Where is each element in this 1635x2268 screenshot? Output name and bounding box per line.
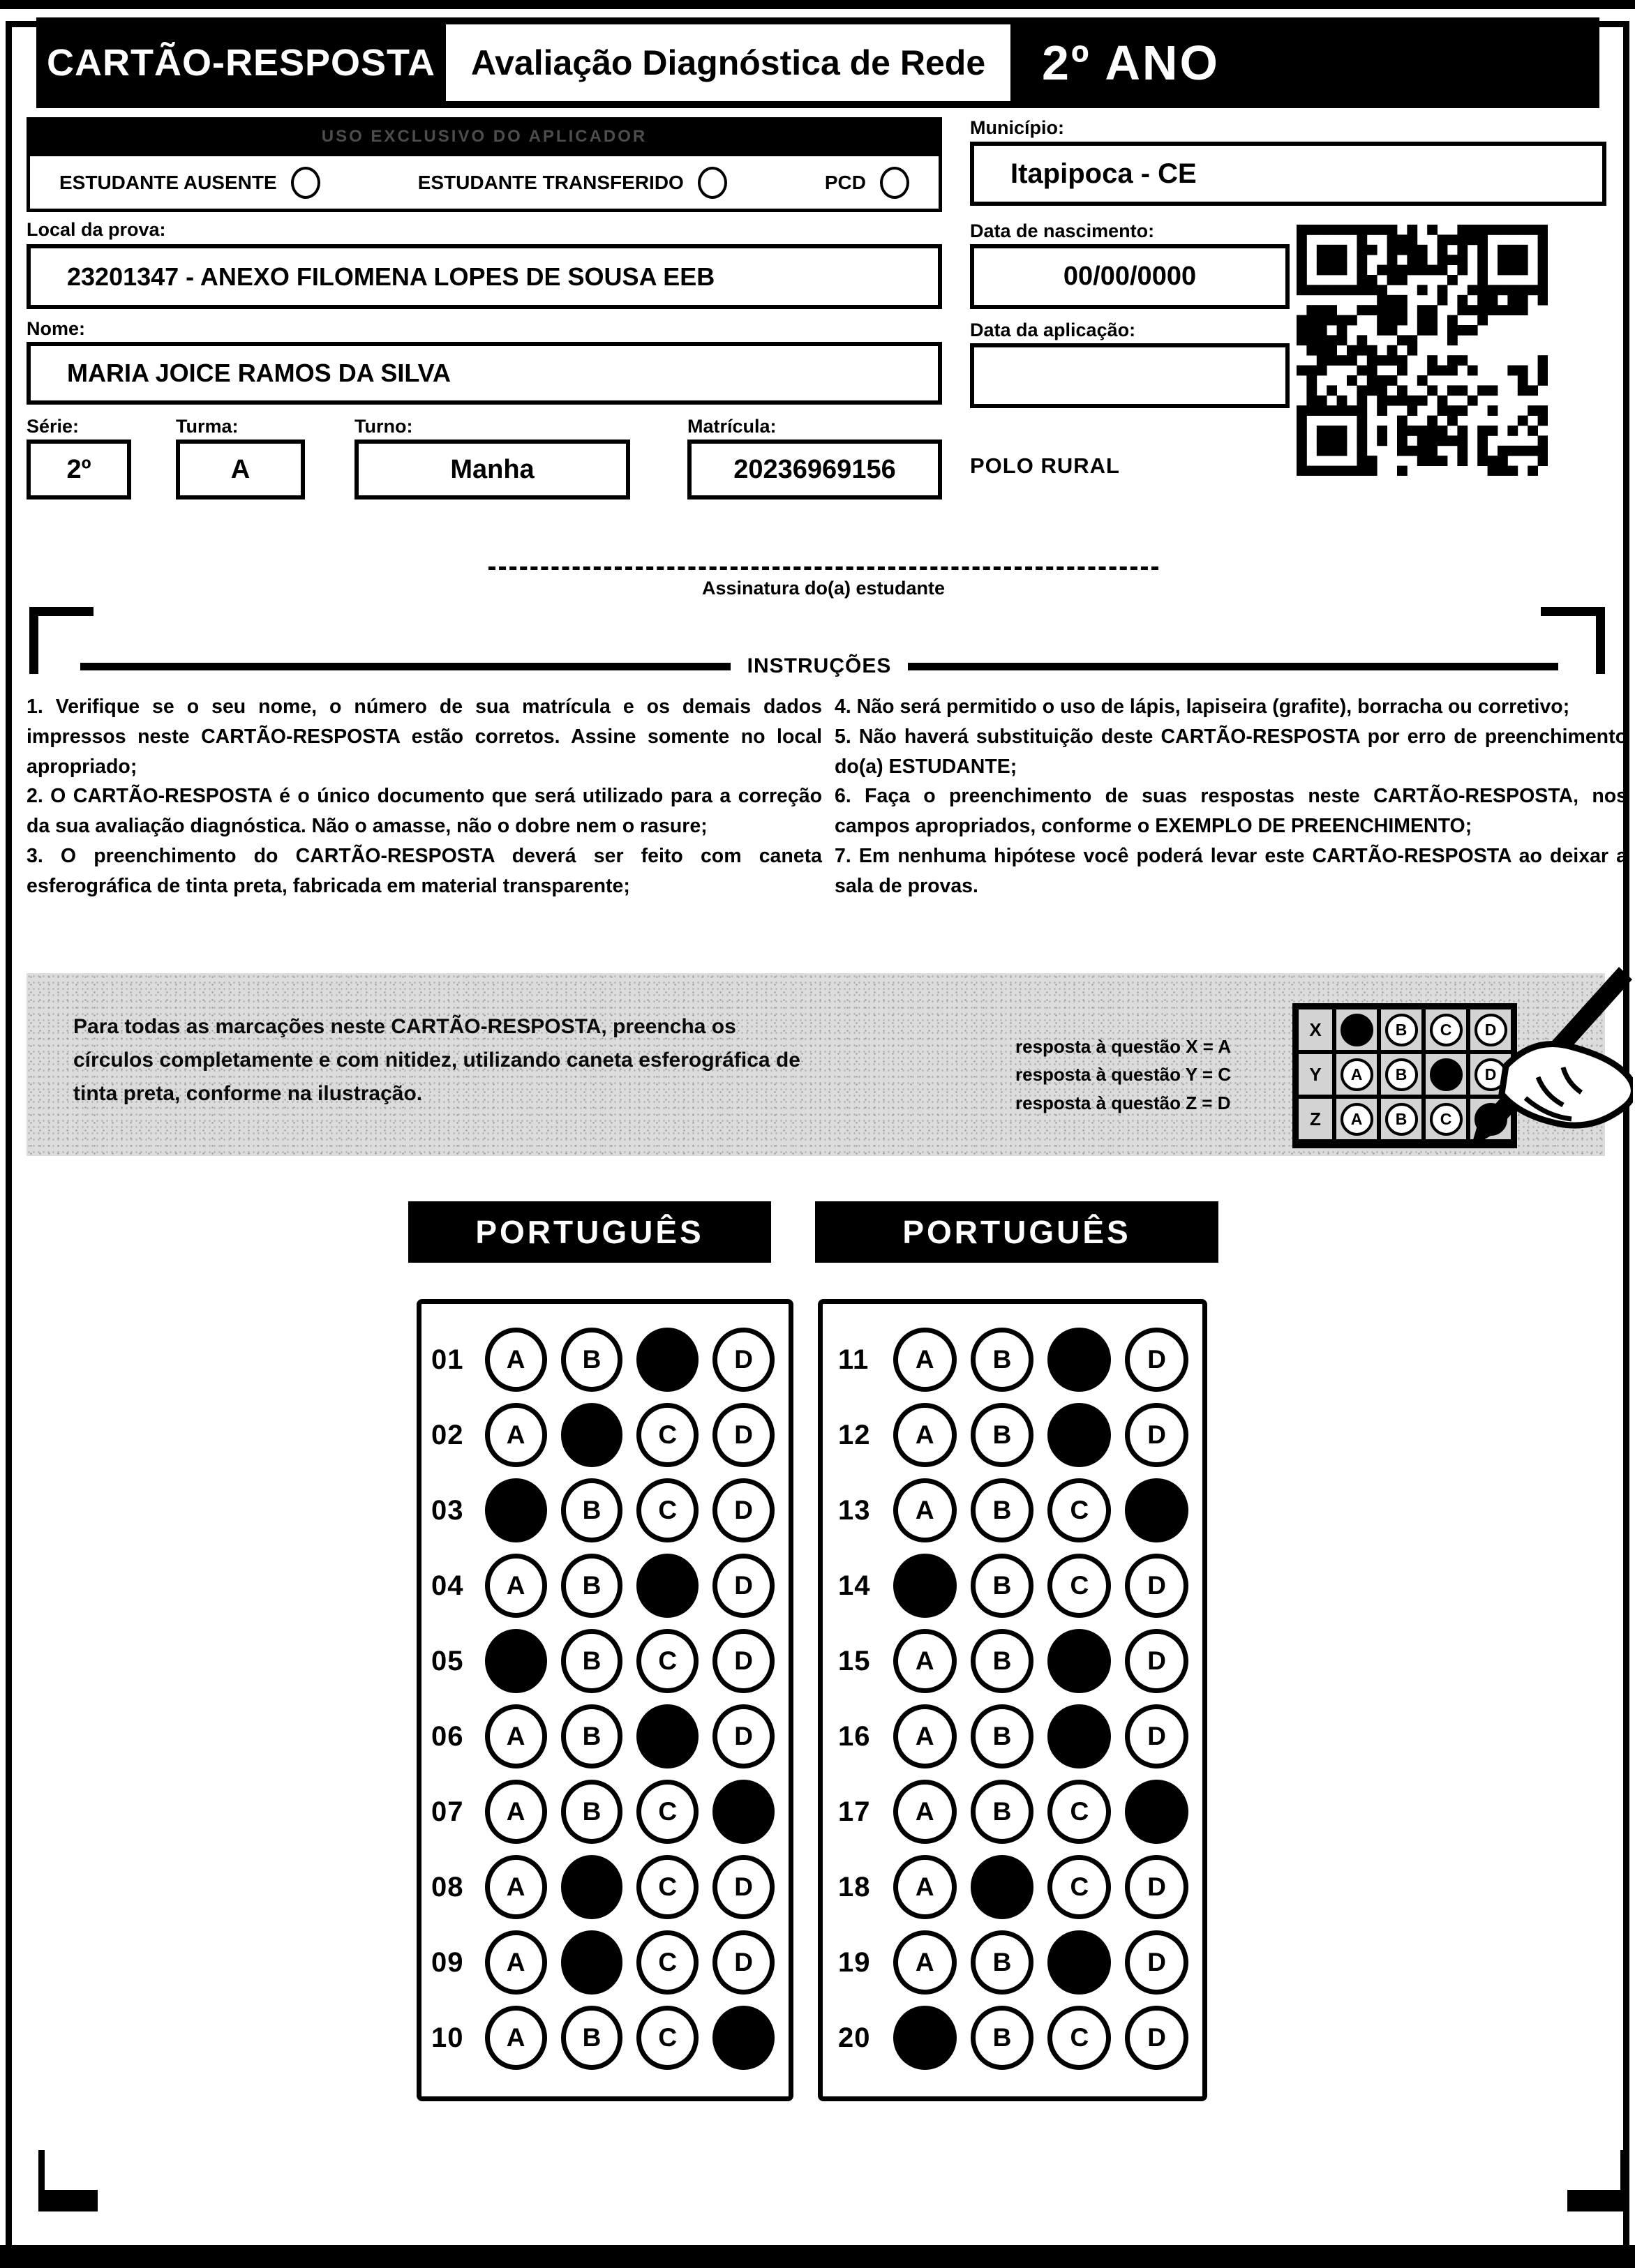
- question-number: 12: [838, 1419, 871, 1450]
- matricula-label: Matrícula:: [687, 416, 777, 437]
- question-number: 20: [838, 2022, 871, 2053]
- instruction-item: 1. Verifique se o seu nome, o número de sua matrícula e os demais dados impressos neste CARTÃO-RESPOSTA estão corretos. Assine somente no local apropriado;: [27, 696, 822, 778]
- question-row-10: [431, 2000, 789, 2075]
- bubble-18-C[interactable]: C: [1047, 1855, 1111, 1919]
- option-estudante-ausente: [59, 167, 320, 199]
- bubble-03-C[interactable]: C: [636, 1478, 699, 1542]
- pcd-circle[interactable]: [880, 167, 909, 199]
- question-row-16: [838, 1699, 1202, 1774]
- bubble-09-B-marked[interactable]: [561, 1930, 623, 1995]
- turma-value: A: [176, 440, 305, 500]
- question-row-19: [838, 1925, 1202, 2000]
- example-bubble-X-B: B: [1385, 1014, 1418, 1046]
- question-row-13: [838, 1473, 1202, 1548]
- registration-mark-bottom-left: [38, 2150, 98, 2211]
- bubble-17-B[interactable]: B: [971, 1780, 1034, 1844]
- legend-line: resposta à questão Z = D: [1015, 1092, 1231, 1113]
- question-row-03: [431, 1473, 789, 1548]
- bubble-10-C[interactable]: C: [636, 2006, 699, 2070]
- instruction-item: 5. Não haverá substituição deste CARTÃO-RESPOSTA por erro de preenchimento do(a) ESTUDANTE;: [835, 725, 1627, 778]
- bubble-16-D[interactable]: D: [1125, 1704, 1188, 1768]
- bubble-12-A[interactable]: A: [893, 1403, 957, 1467]
- polo-rural-label: POLO RURAL: [970, 453, 1120, 478]
- example-bubble-Z-A: A: [1341, 1103, 1373, 1136]
- example-row-label-X: X: [1297, 1007, 1334, 1052]
- bubble-04-D[interactable]: D: [712, 1554, 775, 1618]
- question-number: 17: [838, 1796, 871, 1827]
- answer-grid-left: [417, 1299, 793, 2101]
- bubble-01-C-marked[interactable]: [636, 1328, 699, 1392]
- page-title: CARTÃO-RESPOSTA: [36, 17, 446, 108]
- question-row-11: [838, 1322, 1202, 1397]
- bubble-14-C[interactable]: C: [1047, 1554, 1111, 1618]
- question-number: 14: [838, 1570, 871, 1601]
- bubble-14-D[interactable]: D: [1125, 1554, 1188, 1618]
- bubble-20-C[interactable]: C: [1047, 2006, 1111, 2070]
- question-row-06: [431, 1699, 789, 1774]
- bubble-16-C-marked[interactable]: [1047, 1704, 1111, 1768]
- turno-value: Manha: [354, 440, 630, 500]
- applicator-bar-label: USO EXCLUSIVO DO APLICADOR: [321, 127, 648, 146]
- example-cell: [1334, 1097, 1379, 1141]
- bubble-10-B[interactable]: B: [561, 2006, 623, 2070]
- registration-mark-bottom-right: [1567, 2150, 1627, 2211]
- nascimento-value: 00/00/0000: [970, 244, 1290, 309]
- option-label: ESTUDANTE TRANSFERIDO: [417, 171, 684, 193]
- option-estudante-transferido: [418, 167, 727, 199]
- example-bubble-Z-C: C: [1430, 1103, 1463, 1136]
- bubble-14-A-marked[interactable]: [893, 1554, 957, 1618]
- serie-label: Série:: [27, 416, 80, 437]
- question-number: 15: [838, 1645, 871, 1676]
- nascimento-label: Data de nascimento:: [970, 220, 1155, 241]
- subject-header-left: PORTUGUÊS: [408, 1201, 771, 1263]
- question-number: 09: [431, 1946, 464, 1978]
- instructions-header: [80, 654, 1558, 678]
- example-text: Para todas as marcações neste CARTÃO-RESPOSTA, preencha os círculos completamente e com nitidez, utilizando caneta esferográfica de tinta preta, conforme na ilustração.: [73, 1015, 800, 1105]
- bubble-12-D[interactable]: D: [1125, 1403, 1188, 1467]
- bubble-15-D[interactable]: D: [1125, 1629, 1188, 1693]
- question-number: 11: [838, 1344, 869, 1375]
- bubble-20-B[interactable]: B: [971, 2006, 1034, 2070]
- bubble-05-D[interactable]: D: [712, 1629, 775, 1693]
- bubble-10-A[interactable]: A: [485, 2006, 547, 2070]
- example-legend: [1015, 1032, 1274, 1117]
- bubble-11-D[interactable]: D: [1125, 1328, 1188, 1392]
- question-row-15: [838, 1623, 1202, 1699]
- bubble-04-A[interactable]: A: [485, 1554, 547, 1618]
- bubble-11-B[interactable]: B: [971, 1328, 1034, 1392]
- bubble-10-D-marked[interactable]: [712, 2006, 775, 2070]
- question-row-01: [431, 1322, 789, 1397]
- bubble-08-B-marked[interactable]: [561, 1855, 623, 1919]
- estudante-transferido-circle[interactable]: [698, 167, 727, 199]
- bubble-08-A[interactable]: A: [485, 1855, 547, 1919]
- bubble-13-C[interactable]: C: [1047, 1478, 1111, 1542]
- local-prova-label: Local da prova:: [27, 219, 166, 240]
- question-row-07: [431, 1774, 789, 1849]
- option-pcd: [825, 167, 909, 199]
- bubble-03-D[interactable]: D: [712, 1478, 775, 1542]
- bubble-19-C-marked[interactable]: [1047, 1930, 1111, 1995]
- rule-right: [908, 663, 1558, 670]
- instruction-item: 4. Não será permitido o uso de lápis, lapiseira (grafite), borracha ou corretivo;: [835, 696, 1570, 718]
- bubble-13-B[interactable]: B: [971, 1478, 1034, 1542]
- bubble-15-C-marked[interactable]: [1047, 1629, 1111, 1693]
- bubble-09-D[interactable]: D: [712, 1930, 775, 1995]
- bubble-19-A[interactable]: A: [893, 1930, 957, 1995]
- hand-icon: [1502, 1044, 1633, 1126]
- qr-code: [1297, 225, 1548, 479]
- bubble-15-A[interactable]: A: [893, 1629, 957, 1693]
- bubble-06-A[interactable]: A: [485, 1704, 547, 1768]
- question-row-14: [838, 1548, 1202, 1623]
- bubble-16-B[interactable]: B: [971, 1704, 1034, 1768]
- example-cell: [1334, 1052, 1379, 1097]
- bubble-05-B[interactable]: B: [561, 1629, 623, 1693]
- turno-label: Turno:: [354, 416, 413, 437]
- bubble-02-C[interactable]: C: [636, 1403, 699, 1467]
- question-row-09: [431, 1925, 789, 2000]
- bubble-02-D[interactable]: D: [712, 1403, 775, 1467]
- bubble-13-D-marked[interactable]: [1125, 1478, 1188, 1542]
- municipio-value: Itapipoca - CE: [970, 142, 1606, 206]
- bubble-18-B-marked[interactable]: [971, 1855, 1034, 1919]
- bubble-01-B[interactable]: B: [561, 1328, 623, 1392]
- instructions-right-column: [835, 692, 1627, 901]
- estudante-ausente-circle[interactable]: [291, 167, 320, 199]
- bubble-20-A-marked[interactable]: [893, 2006, 957, 2070]
- bubble-17-D-marked[interactable]: [1125, 1780, 1188, 1844]
- instruction-item: 6. Faça o preenchimento de suas respostas neste CARTÃO-RESPOSTA, nos campos apropriados, conforme o EXEMPLO DE PREENCHIMENTO;: [835, 785, 1627, 837]
- bubble-18-A[interactable]: A: [893, 1855, 957, 1919]
- aplicacao-label: Data da aplicação:: [970, 320, 1136, 340]
- example-bubble-Y-D: D: [1475, 1058, 1507, 1091]
- bubble-03-B[interactable]: B: [561, 1478, 623, 1542]
- bubble-06-C-marked[interactable]: [636, 1704, 699, 1768]
- question-number: 13: [838, 1494, 871, 1526]
- question-number: 05: [431, 1645, 464, 1676]
- bubble-08-D[interactable]: D: [712, 1855, 775, 1919]
- question-row-02: [431, 1397, 789, 1473]
- question-row-05: [431, 1623, 789, 1699]
- bottom-edge-bar: [0, 2245, 1635, 2268]
- bubble-19-B[interactable]: B: [971, 1930, 1034, 1995]
- bubble-02-A[interactable]: A: [485, 1403, 547, 1467]
- bubble-15-B[interactable]: B: [971, 1629, 1034, 1693]
- option-label: ESTUDANTE AUSENTE: [59, 171, 277, 193]
- question-number: 03: [431, 1494, 464, 1526]
- question-number: 08: [431, 1871, 464, 1902]
- bubble-06-B[interactable]: B: [561, 1704, 623, 1768]
- question-number: 07: [431, 1796, 464, 1827]
- bubble-01-A[interactable]: A: [485, 1328, 547, 1392]
- bubble-12-B[interactable]: B: [971, 1403, 1034, 1467]
- question-row-04: [431, 1548, 789, 1623]
- bubble-03-A-marked[interactable]: [485, 1478, 547, 1542]
- nome-label: Nome:: [27, 318, 86, 339]
- example-bubble-Z-B: B: [1385, 1103, 1418, 1136]
- bubble-06-D[interactable]: D: [712, 1704, 775, 1768]
- example-bubble-Y-A: A: [1341, 1058, 1373, 1091]
- question-number: 01: [431, 1344, 464, 1375]
- applicator-options-row: [27, 156, 942, 212]
- question-row-17: [838, 1774, 1202, 1849]
- bubble-07-D-marked[interactable]: [712, 1780, 775, 1844]
- legend-line: resposta à questão X = A: [1015, 1036, 1231, 1057]
- bubble-08-C[interactable]: C: [636, 1855, 699, 1919]
- municipio-label: Município:: [970, 117, 1064, 138]
- bubble-11-A[interactable]: A: [893, 1328, 957, 1392]
- answer-grid-right: [818, 1299, 1207, 2101]
- signature-line[interactable]: [488, 566, 1158, 570]
- question-number: 18: [838, 1871, 871, 1902]
- example-row-label-Z: Z: [1297, 1097, 1334, 1141]
- legend-line: resposta à questão Y = C: [1015, 1064, 1232, 1086]
- turma-label: Turma:: [176, 416, 239, 437]
- applicator-bar: [27, 117, 942, 156]
- bubble-09-A[interactable]: A: [485, 1930, 547, 1995]
- bubble-09-C[interactable]: C: [636, 1930, 699, 1995]
- bubble-20-D[interactable]: D: [1125, 2006, 1188, 2070]
- instruction-item: 3. O preenchimento do CARTÃO-RESPOSTA deverá ser feito com caneta esferográfica de tinta preta, fabricada em material transparente;: [27, 844, 822, 897]
- bubble-14-B[interactable]: B: [971, 1554, 1034, 1618]
- bubble-11-C-marked[interactable]: [1047, 1328, 1111, 1392]
- bubble-05-C[interactable]: C: [636, 1629, 699, 1693]
- bubble-13-A[interactable]: A: [893, 1478, 957, 1542]
- bubble-04-B[interactable]: B: [561, 1554, 623, 1618]
- example-bubble-X-C: C: [1430, 1014, 1463, 1046]
- question-number: 02: [431, 1419, 464, 1450]
- header: [36, 17, 1599, 108]
- question-row-18: [838, 1849, 1202, 1925]
- top-edge-bar: [0, 0, 1635, 9]
- bubble-07-C[interactable]: C: [636, 1780, 699, 1844]
- bubble-17-A[interactable]: A: [893, 1780, 957, 1844]
- bubble-18-D[interactable]: D: [1125, 1855, 1188, 1919]
- question-row-08: [431, 1849, 789, 1925]
- instruction-item: 2. O CARTÃO-RESPOSTA é o único documento que será utilizado para a correção da sua avaliação diagnóstica. Não o amasse, não o dobre nem o rasure;: [27, 785, 822, 837]
- question-number: 19: [838, 1946, 871, 1978]
- question-number: 16: [838, 1720, 871, 1752]
- example-cell: [1334, 1007, 1379, 1052]
- example-row-label-Y: Y: [1297, 1052, 1334, 1097]
- example-bubble-X-D: D: [1475, 1014, 1507, 1046]
- bubble-07-B[interactable]: B: [561, 1780, 623, 1844]
- bubble-04-C-marked[interactable]: [636, 1554, 699, 1618]
- option-label: PCD: [824, 171, 866, 193]
- assessment-title: Avaliação Diagnóstica de Rede: [446, 17, 1010, 108]
- bubble-16-A[interactable]: A: [893, 1704, 957, 1768]
- bubble-07-A[interactable]: A: [485, 1780, 547, 1844]
- bubble-12-C-marked[interactable]: [1047, 1403, 1111, 1467]
- bubble-02-B-marked[interactable]: [561, 1403, 623, 1467]
- question-number: 04: [431, 1570, 464, 1601]
- question-number: 10: [431, 2022, 464, 2053]
- subject-header-right: PORTUGUÊS: [815, 1201, 1218, 1263]
- hand-pen-illustration: [1389, 961, 1633, 1174]
- grade-badge: 2º ANO: [1010, 17, 1599, 108]
- question-number: 06: [431, 1720, 464, 1752]
- rule-left: [80, 663, 731, 670]
- question-row-20: [838, 2000, 1202, 2075]
- matricula-value: 20236969156: [687, 440, 942, 500]
- instruction-item: 7. Em nenhuma hipótese você poderá levar este CARTÃO-RESPOSTA ao deixar a sala de provas.: [835, 844, 1627, 897]
- instructions-left-column: [27, 692, 822, 901]
- question-row-12: [838, 1397, 1202, 1473]
- aplicacao-value: [970, 343, 1290, 408]
- bubble-17-C[interactable]: C: [1047, 1780, 1111, 1844]
- instructions-title: INSTRUÇÕES: [747, 654, 892, 677]
- signature-label: Assinatura do(a) estudante: [701, 578, 946, 599]
- bubble-05-A-marked[interactable]: [485, 1629, 547, 1693]
- example-bubble-Y-B: B: [1385, 1058, 1418, 1091]
- bubble-01-D[interactable]: D: [712, 1328, 775, 1392]
- nome-value: MARIA JOICE RAMOS DA SILVA: [27, 342, 942, 405]
- example-bubble-X-A-marked: [1341, 1014, 1373, 1046]
- local-prova-value: 23201347 - ANEXO FILOMENA LOPES DE SOUSA EEB: [27, 244, 942, 309]
- serie-value: 2º: [27, 440, 131, 500]
- bubble-19-D[interactable]: D: [1125, 1930, 1188, 1995]
